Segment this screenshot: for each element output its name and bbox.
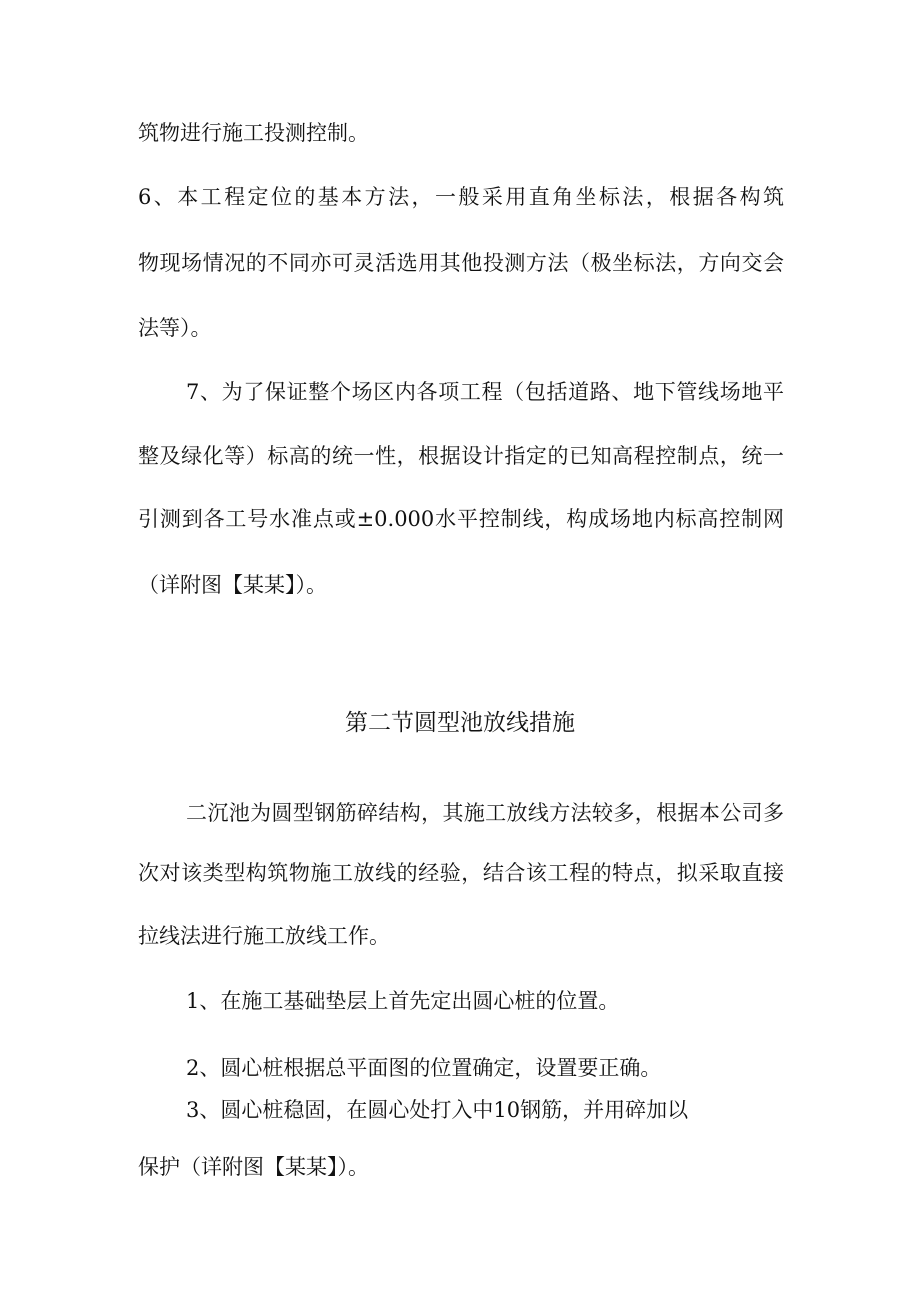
paragraph-line: 整及绿化等）标高的统一性，根据设计指定的已知高程控制点，统一 xyxy=(138,444,784,468)
paragraph-line: 法等）。 xyxy=(138,316,212,340)
paragraph-line: 2、圆心桩根据总平面图的位置确定，设置要正确。 xyxy=(186,1056,662,1080)
paragraph-line: 7、为了保证整个场区内各项工程（包括道路、地下管线场地平 xyxy=(186,380,784,404)
paragraph-line: 引测到各工号水准点或±0.000水平控制线，构成场地内标高控制网 xyxy=(138,507,784,531)
paragraph-line: 1、在施工基础垫层上首先定出圆心桩的位置。 xyxy=(186,989,620,1013)
paragraph-line: 拉线法进行施工放线工作。 xyxy=(138,924,390,948)
paragraph-line: 3、圆心桩稳固，在圆心处打入中10钢筋，并用碎加以 xyxy=(186,1098,689,1122)
paragraph-line: 次对该类型构筑物施工放线的经验，结合该工程的特点，拟采取直接 xyxy=(138,861,784,885)
paragraph-line: 6、本工程定位的基本方法，一般采用直角坐标法，根据各构筑 xyxy=(138,185,784,209)
paragraph-line: 筑物进行施工投测控制。 xyxy=(138,121,369,145)
section-heading: 第二节圆型池放线措施 xyxy=(345,710,575,736)
paragraph-line: （详附图【某某】）。 xyxy=(138,573,327,597)
paragraph-line: 物现场情况的不同亦可灵活选用其他投测方法（极坐标法，方向交会 xyxy=(138,251,784,275)
paragraph-line: 二沉池为圆型钢筋碎结构，其施工放线方法较多，根据本公司多 xyxy=(186,801,784,825)
paragraph-line: 保护（详附图【某某】）。 xyxy=(138,1155,369,1179)
